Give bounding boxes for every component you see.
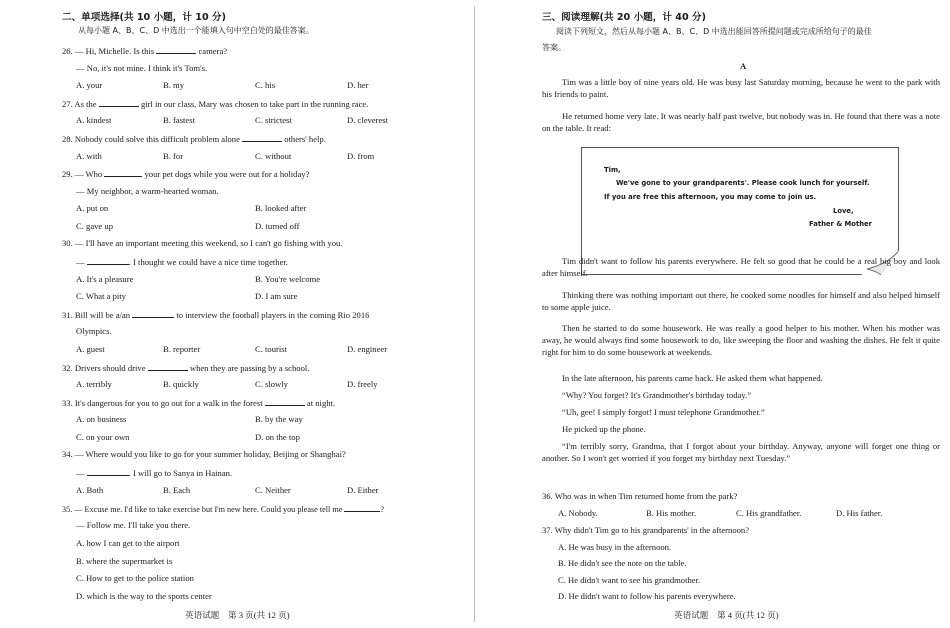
option-b: B. His mother. — [646, 508, 697, 518]
option-b: B. He didn't see the note on the table. — [558, 558, 687, 568]
question-29-reply: — My neighbor, a warm-hearted woman. — [76, 186, 219, 196]
option-d: D. turned off — [255, 221, 300, 231]
option-d: D. Either — [347, 485, 379, 495]
option-d: D. I am sure — [255, 291, 298, 301]
question-text: to interview the football players in the coming Rio 2016 — [176, 310, 370, 320]
question-28 — [62, 132, 326, 145]
passage-paragraph: Then he started to do some housework. He was really a good helper to his mother. When his mother was away, he would always find some housework to do, like sweeping the floor and washing the dishes. He felt it quite right for him to do some housework at weekends. — [542, 323, 940, 357]
question-text: 28. Nobody could solve this difficult problem alone — [62, 134, 240, 144]
passage-paragraph: He returned home very late. It was nearly half past twelve, but nobody was in. He found that there was a note on the table. It read: — [542, 111, 940, 133]
option-d: D. on the top — [255, 432, 300, 442]
note-greeting: Tim, — [604, 166, 621, 174]
question-34: 34. — Where would you like to go for your summer holiday, Beijing or Shanghai? — [62, 449, 346, 459]
answer-blank — [242, 132, 282, 142]
passage-paragraph: Thinking there was nothing important out there, he cooked some noodles for himself and also helped himself to some apple juice. — [542, 290, 940, 312]
question-text: when they are passing by a school. — [189, 363, 310, 373]
section-instruction-continued: 答案。 — [542, 43, 566, 52]
answer-blank — [344, 502, 380, 512]
question-35-reply: — Follow me. I'll take you there. — [76, 520, 191, 530]
question-text: ? — [380, 505, 385, 514]
option-b: B. for — [163, 151, 184, 161]
question-text: 29. — Who — [62, 169, 103, 179]
page-divider — [474, 6, 475, 622]
option-c: C. his — [255, 80, 276, 90]
option-a: A. Both — [76, 485, 104, 495]
page-4 — [478, 0, 950, 628]
section-instruction: 阅读下列短文，然后从每小题 A、B、C、D 中选出能回答所提问题或完成所给句子的最佳 — [556, 27, 872, 36]
question-text: . I thought we could have a nice time together. — [128, 257, 288, 267]
question-35 — [62, 502, 384, 516]
answer-blank — [265, 396, 305, 406]
option-b: B. looked after — [255, 203, 307, 213]
option-c: C. gave up — [76, 221, 113, 231]
question-26-reply: — No, it's not mine. I think it's Tom's. — [76, 63, 208, 73]
question-33 — [62, 396, 335, 409]
question-text: camera? — [198, 46, 228, 56]
question-text: 33. It's dangerous for you to go out for a walk in the forest — [62, 398, 263, 408]
option-c: C. on your own — [76, 432, 130, 442]
passage-paragraph: “I'm terribly sorry, Grandma, that I forgot about your birthday. Anyway, anyone will forget one thing or another. So I won't get worried if you forget my birthday next Tuesday.” — [542, 441, 940, 463]
option-d: D. cleverest — [347, 115, 389, 125]
option-c: C. How to get to the police station — [76, 573, 194, 583]
section-title-single-choice: 二、单项选择(共 10 小题，计 10 分) — [62, 12, 226, 23]
page-3 — [0, 0, 470, 628]
answer-blank — [87, 466, 129, 476]
question-text: girl in our class, Mary was chosen to take part in the running race. — [140, 99, 369, 109]
passage-paragraph: He picked up the phone. — [562, 424, 646, 434]
question-text: — — [76, 468, 87, 478]
question-32 — [62, 361, 309, 374]
question-text: 35. — Excuse me. I'd like to take exercise but I'm new here. Could you please tell me — [62, 505, 343, 514]
option-a: A. terribly — [76, 379, 112, 389]
question-text: at night. — [306, 398, 336, 408]
answer-blank — [99, 97, 139, 107]
option-c: C. without — [255, 151, 292, 161]
option-b: B. where the supermarket is — [76, 556, 173, 566]
option-c: C. tourist — [255, 344, 287, 354]
page-footer: 英语试题 第 3 页(共 12 页) — [185, 610, 290, 620]
passage-paragraph: “Uh, gee! I simply forgot! I must telephone Grandmother.” — [562, 407, 765, 417]
option-d: D. her — [347, 80, 369, 90]
option-b: B. my — [163, 80, 185, 90]
question-text: . I will go to Sanya in Hainan. — [128, 468, 233, 478]
passage-label: A — [740, 61, 747, 71]
option-d: D. engineer — [347, 344, 388, 354]
option-a: A. on business — [76, 414, 127, 424]
question-37: 37. Why didn't Tim go to his grandparents' in the afternoon? — [542, 525, 750, 535]
question-text: 26. — Hi, Michelle. Is this — [62, 46, 155, 56]
question-31-continued: Olympics. — [76, 326, 112, 336]
option-c: C. His grandfather. — [736, 508, 802, 518]
question-34-reply — [76, 466, 232, 479]
option-d: D. His father. — [836, 508, 883, 518]
option-a: A. He was busy in the afternoon. — [558, 542, 672, 552]
page-footer: 英语试题 第 4 页(共 12 页) — [674, 610, 779, 620]
answer-blank — [132, 308, 174, 318]
option-d: D. freely — [347, 379, 378, 389]
note-signature: Father & Mother — [809, 220, 873, 228]
answer-blank — [87, 255, 129, 265]
question-text: 27. As the — [62, 99, 97, 109]
option-a: A. kindest — [76, 115, 112, 125]
question-31 — [62, 308, 369, 321]
option-c: C. strictest — [255, 115, 292, 125]
option-a: A. with — [76, 151, 102, 161]
question-30: 30. — I'll have an important meeting this weekend, so I can't go fishing with you. — [62, 238, 343, 248]
option-a: A. put on — [76, 203, 109, 213]
option-b: B. You're welcome — [255, 274, 321, 284]
note-line: We've gone to your grandparents'. Please cook lunch for yourself. — [616, 179, 870, 187]
answer-blank — [148, 361, 188, 371]
answer-blank — [104, 167, 142, 177]
option-d: D. from — [347, 151, 375, 161]
option-b: B. by the way — [255, 414, 303, 424]
passage-paragraph: Tim didn't want to follow his parents everywhere. He felt so good that he could be a real big boy and look after himself. — [542, 256, 940, 278]
option-b: B. quickly — [163, 379, 199, 389]
question-30-reply — [76, 255, 288, 268]
question-text: your pet dogs while you were out for a holiday? — [144, 169, 310, 179]
option-c: C. What a pity — [76, 291, 126, 301]
question-text: others' help. — [284, 134, 326, 144]
option-d: D. which is the way to the sports center — [76, 591, 212, 601]
option-b: B. reporter — [163, 344, 201, 354]
question-text: 32. Drivers should drive — [62, 363, 146, 373]
passage-paragraph: Tim was a little boy of nine years old. He was busy last Saturday morning, because he went to the park with his friends to paint. — [542, 77, 940, 99]
option-a: A. how I can get to the airport — [76, 538, 180, 548]
section-title-reading: 三、阅读理解(共 20 小题，计 40 分) — [542, 12, 706, 23]
question-27 — [62, 97, 368, 110]
option-b: B. Each — [163, 485, 191, 495]
option-c: C. He didn't want to see his grandmother. — [558, 575, 701, 585]
question-26 — [62, 44, 227, 57]
option-a: A. Nobody. — [558, 508, 598, 518]
option-c: C. Neither — [255, 485, 291, 495]
option-a: A. your — [76, 80, 103, 90]
section-instruction: 从每小题 A、B、C、D 中选出一个能填入句中空白处的最佳答案。 — [78, 26, 314, 35]
note-line: If you are free this afternoon, you may come to join us. — [604, 193, 817, 201]
option-b: B. fastest — [163, 115, 195, 125]
option-d: D. He didn't want to follow his parents everywhere. — [558, 591, 736, 601]
option-c: C. slowly — [255, 379, 288, 389]
question-text: 31. Bill will be a/an — [62, 310, 131, 320]
question-36: 36. Who was in when Tim returned home from the park? — [542, 491, 738, 501]
option-a: A. It's a pleasure — [76, 274, 134, 284]
option-a: A. guest — [76, 344, 105, 354]
question-text: — — [76, 257, 87, 267]
passage-paragraph: “Why? You forget? It's Grandmother's birthday today.” — [562, 390, 752, 400]
note-closing: Love, — [833, 207, 854, 215]
passage-paragraph: In the late afternoon, his parents came back. He asked them what happened. — [562, 373, 823, 383]
answer-blank — [156, 44, 196, 54]
question-29 — [62, 167, 309, 180]
